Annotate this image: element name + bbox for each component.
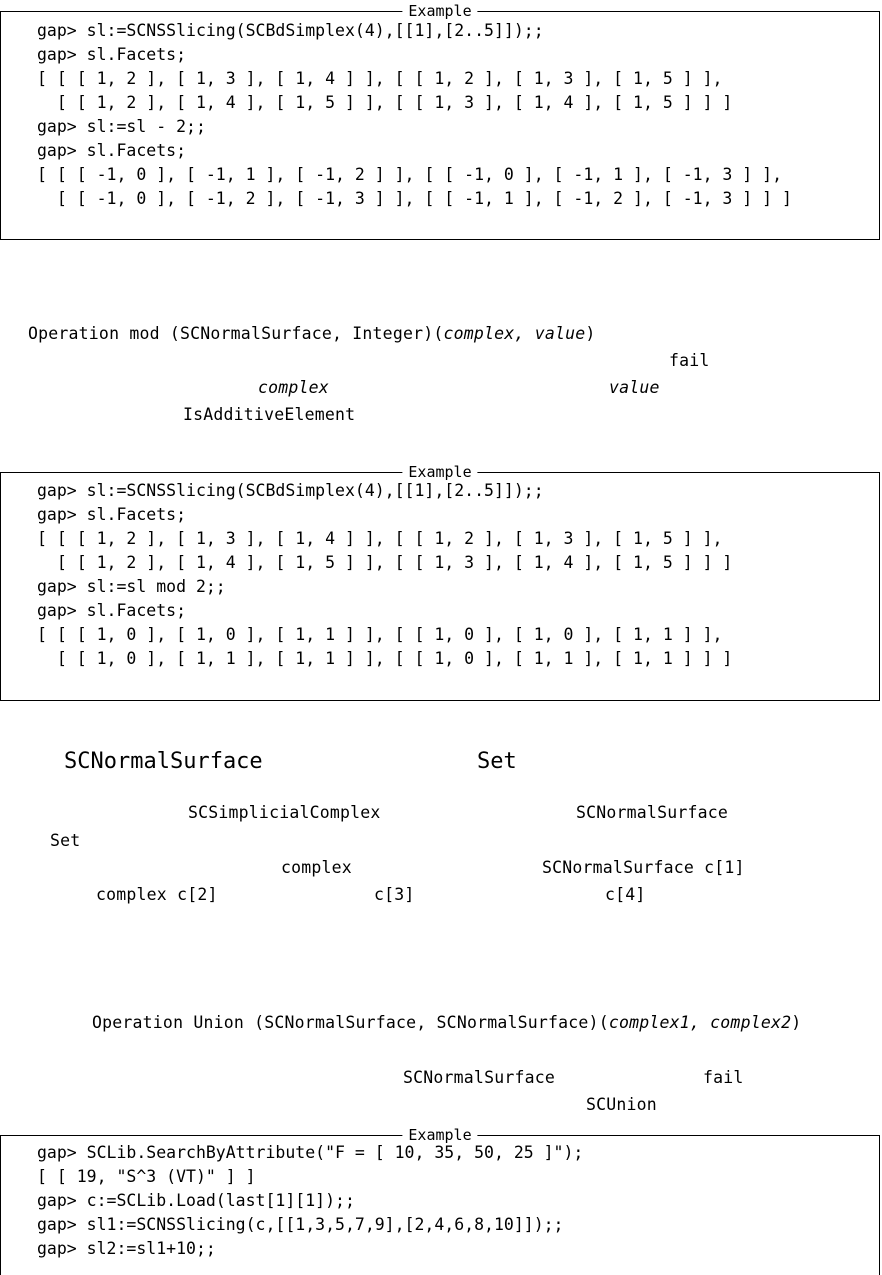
set-c3: c[3] — [374, 885, 415, 904]
mod-fail: fail — [669, 351, 710, 370]
code-line: gap> sl:=sl mod 2;; — [37, 577, 226, 596]
union-signature: Operation Union (SCNormalSurface, SCNormalSurface)(complex1, complex2) — [92, 1013, 802, 1032]
code-line: [ [ 1, 2 ], [ 1, 4 ], [ 1, 5 ] ], [ [ 1, 3 ], [ 1, 4 ], [ 1, 5 ] ] ] — [37, 93, 733, 112]
mod-complex: complex — [258, 378, 329, 397]
code-line: gap> sl.Facets; — [37, 601, 187, 620]
example-box-2 — [0, 463, 880, 701]
code-line: [ [ -1, 0 ], [ -1, 2 ], [ -1, 3 ] ], [ [ -1, 1 ], [ -1, 2 ], [ -1, 3 ] ] ] — [37, 189, 792, 208]
code-line: gap> sl:=SCNSSlicing(SCBdSimplex(4),[[1],[2..5]]);; — [37, 21, 544, 40]
set-sc-simplicial: SCSimplicialComplex — [188, 803, 381, 822]
section-heading-normal-surface: SCNormalSurface — [64, 749, 263, 774]
code-line: gap> sl1:=SCNSSlicing(c,[[1,3,5,7,9],[2,4,6,8,10]]);; — [37, 1215, 564, 1234]
code-line: [ [ [ 1, 2 ], [ 1, 3 ], [ 1, 4 ] ], [ [ 1, 2 ], [ 1, 3 ], [ 1, 5 ] ], — [37, 69, 723, 88]
example-title: Example — [402, 463, 477, 481]
code-line: gap> sl:=sl - 2;; — [37, 117, 206, 136]
code-line: gap> sl2:=sl1+10;; — [37, 1239, 216, 1258]
set-sc-normal: SCNormalSurface — [576, 803, 729, 822]
code-line: gap> sl.Facets; — [37, 505, 187, 524]
code-line: gap> SCLib.SearchByAttribute("F = [ 10, 35, 50, 25 ]"); — [37, 1143, 584, 1162]
section-heading-set: Set — [477, 749, 517, 774]
example-box-1 — [0, 2, 880, 240]
code-line: [ [ [ -1, 0 ], [ -1, 1 ], [ -1, 2 ] ], [ [ -1, 0 ], [ -1, 1 ], [ -1, 3 ] ], — [37, 165, 783, 184]
set-complex: complex — [281, 858, 352, 877]
union-fail: fail — [703, 1068, 744, 1087]
code-line: [ [ [ 1, 2 ], [ 1, 3 ], [ 1, 4 ] ], [ [ 1, 2 ], [ 1, 3 ], [ 1, 5 ] ], — [37, 529, 723, 548]
set-c4: c[4] — [605, 885, 646, 904]
union-scunion: SCUnion — [586, 1095, 657, 1114]
set-complex-c2: complex c[2] — [96, 885, 218, 904]
code-line: gap> sl.Facets; — [37, 141, 187, 160]
code-line: gap> sl.Facets; — [37, 45, 187, 64]
example-box-3 — [0, 1126, 880, 1275]
mod-signature: Operation mod (SCNormalSurface, Integer)(complex, value) — [28, 324, 596, 343]
union-sc-normal: SCNormalSurface — [403, 1068, 556, 1087]
mod-value: value — [609, 378, 660, 397]
code-line: [ [ 19, "S^3 (VT)" ] ] — [37, 1167, 256, 1186]
code-line: gap> c:=SCLib.Load(last[1][1]);; — [37, 1191, 355, 1210]
code-line: [ [ [ 1, 0 ], [ 1, 0 ], [ 1, 1 ] ], [ [ 1, 0 ], [ 1, 0 ], [ 1, 1 ] ], — [37, 625, 723, 644]
code-line: [ [ 1, 0 ], [ 1, 1 ], [ 1, 1 ] ], [ [ 1, 0 ], [ 1, 1 ], [ 1, 1 ] ] ] — [37, 649, 733, 668]
set-set: Set — [50, 831, 81, 850]
example-title: Example — [402, 1126, 477, 1144]
set-sc-normal-c1: SCNormalSurface c[1] — [542, 858, 745, 877]
example-title: Example — [402, 2, 477, 20]
mod-is-additive: IsAdditiveElement — [183, 405, 356, 424]
code-line: [ [ 1, 2 ], [ 1, 4 ], [ 1, 5 ] ], [ [ 1, 3 ], [ 1, 4 ], [ 1, 5 ] ] ] — [37, 553, 733, 572]
code-line: gap> sl:=SCNSSlicing(SCBdSimplex(4),[[1],[2..5]]);; — [37, 481, 544, 500]
